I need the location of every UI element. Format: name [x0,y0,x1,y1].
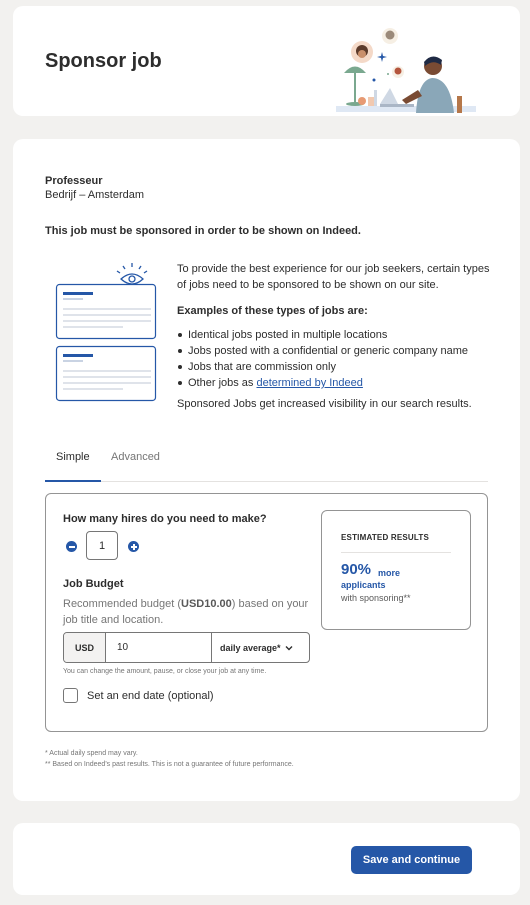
page-title: Sponsor job [45,50,162,72]
budget-period-select[interactable] [211,633,309,662]
end-date-label: Set an end date (optional) [87,689,214,702]
chevron-down-icon [285,644,293,652]
list-item: Identical jobs posted in multiple locations [177,327,497,343]
divider [341,552,451,553]
hires-question: How many hires do you need to make? [63,513,267,525]
examples-heading: Examples of these types of jobs are: [177,305,368,317]
list-item-prefix: Other jobs as [188,377,257,389]
determined-by-indeed-link[interactable]: determined by Indeed [256,377,363,389]
job-company-location: Bedrijf – Amsterdam [45,189,145,201]
main-card [13,139,520,801]
hero-illustration [318,18,478,116]
recommend-amount: USD10.00 [181,598,232,610]
plus-icon[interactable] [128,541,139,552]
footnote-daily-spend: * Actual daily spend may vary. [45,750,138,757]
header-card [13,6,520,116]
results-more: more [378,568,401,578]
list-item: Jobs that are commission only [177,359,497,375]
list-item [177,375,497,391]
hires-stepper [63,531,153,561]
sponsor-info [177,261,497,412]
budget-recommendation [63,596,323,628]
budget-amount-input[interactable] [106,633,211,662]
estimated-results [321,510,471,630]
visibility-note: Sponsored Jobs get increased visibility in our search results. [177,398,472,410]
end-date-option[interactable] [63,688,214,703]
hires-input[interactable] [86,531,118,560]
budget-input-group [63,632,310,663]
budget-period-value: daily average* [220,642,281,653]
results-title: ESTIMATED RESULTS [341,533,429,542]
end-date-checkbox[interactable] [63,688,78,703]
sponsor-notice: This job must be sponsored in order to be shown on Indeed. [45,225,361,237]
footer-card [13,823,520,895]
job-budget-heading: Job Budget [63,578,124,590]
job-documents-illustration [53,261,163,403]
tab-advanced[interactable]: Advanced [111,451,160,463]
minus-icon[interactable] [66,541,77,552]
info-intro: To provide the best experience for our job seekers, certain types of jobs need to be sponsored to be shown on our site. [177,263,490,291]
results-applicants: applicants [341,580,386,590]
tab-simple[interactable]: Simple [45,451,101,481]
results-percent: 90% [341,561,372,578]
recommend-suffix: ) based on your job title and location. [63,598,309,626]
budget-help-text: You can change the amount, pause, or close your job at any time. [63,668,267,675]
job-title: Professeur [45,175,103,187]
list-item: Jobs posted with a confidential or generic company name [177,343,497,359]
budget-panel [45,493,488,732]
recommend-prefix: Recommended budget ( [63,598,182,610]
footnote-past-results: ** Based on Indeed's past results. This is not a guarantee of future performance. [45,761,294,768]
results-subtext: with sponsoring** [341,593,411,603]
currency-label: USD [64,633,106,662]
save-and-continue-button[interactable]: Save and continue [351,846,472,874]
budget-tabs [45,445,488,482]
examples-list [177,327,497,391]
